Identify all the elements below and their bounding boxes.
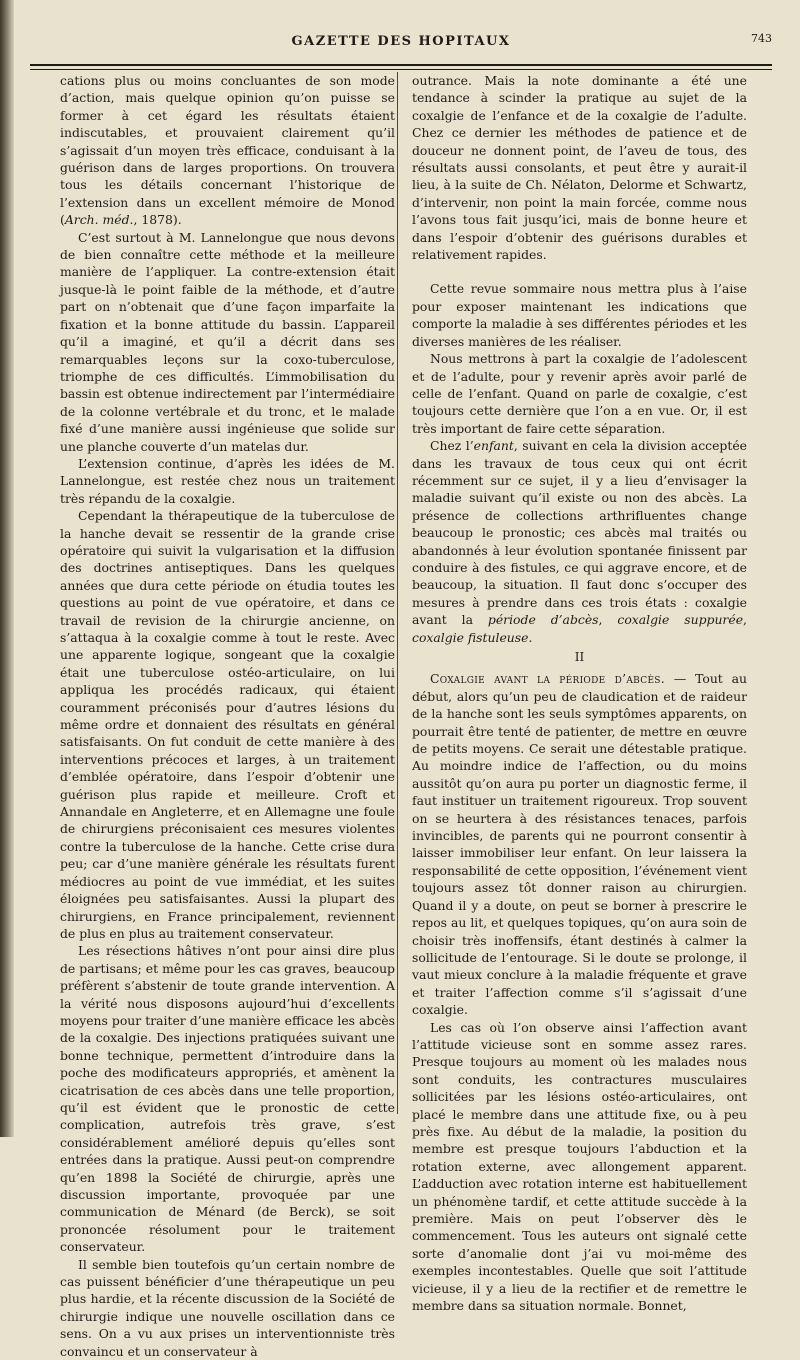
paragraph-text: , 1878). xyxy=(133,212,182,228)
paragraph-text: cations plus ou moins concluantes de son mode d’action, mais quelque opinion qu’on puisse se former à cet égard les résultats étaient indiscutables, et prouvaient clairement qu’il s’agissait d’un moyen très efficace, conduisant à la guérison dans de larges proportions. On trouvera tous les détails concernant l’historique de l’extension dans un excellent mémoire de Monod ( xyxy=(60,73,395,228)
paragraph: Cette revue sommaire nous mettra plus à l’aise pour exposer maintenant les indications que comporte la maladie à ses différentes périodes et les diverses manières de les réaliser. xyxy=(412,281,747,349)
paragraph: Les résections hâtives n’ont pour ainsi dire plus de partisans; et même pour les cas graves, beaucoup préfèrent s’abstenir de toute grande intervention. A la vérité nous disposons aujourd’hui d’excellents moyens pour traiter d’une manière efficace les abcès de la coxalgie. Des injections pratiquées suivant une bonne technique, permettent d’introduire dans la poche des modificateurs appropriés, et amènent la cicatrisation de ces abcès dans une telle proportion, qu’il est évident que le pronostic de cette complication, autrefois très grave, s’est considérablement amélioré depuis qu’elles sont entrées dans la pratique. Aussi peut-on comprendre qu’en 1898 la Société de chirurgie, après une discussion importante, provoquée par une communication de Ménard (de Berck), se soit prononcée résolument pour le traitement conservateur. xyxy=(60,943,395,1255)
paragraph-text: , xyxy=(743,612,747,628)
paragraph: C’est surtout à M. Lannelongue que nous devons de bien connaître cette méthode et la meilleure manière de l’appliquer. La contre-extension était jusque-là le point faible de la méthode, et d’autre part on n’obtenait que d’une façon imparfaite la fixation et la bonne attitude du bassin. L’appareil qu’il a imaginé, et qu’il a décrit dans ses remarquables leçons sur la coxo-tuberculose, triomphe de ces difficultés. L’immobilisation du bassin est obtenue indirectement par l’intermédiaire de la colonne vertébrale et du tronc, et le malade fixé d’une manière aussi ingénieuse que solide sur une planche couverte d’un matelas dur. xyxy=(60,229,395,454)
paragraph: Nous mettrons à part la coxalgie de l’adolescent et de l’adulte, pour y revenir après avoir parlé de celle de l’enfant. Quand on parle de coxalgie, c’est toujours cette dernière que l’on a en vue. Or, il est très important de faire cette séparation. xyxy=(412,351,747,436)
page-number: 743 xyxy=(751,32,772,45)
right-column xyxy=(412,72,747,1314)
paragraph: Il semble bien toutefois qu’un certain nombre de cas puissent bénéficier d’une thérapeutique un peu plus hardie, et la récente discussion de la Société de chirurgie indique une nouvelle oscillation dans ce sens. On a vu aux prises un interventionniste très convaincu et un conservateur à xyxy=(60,1256,395,1359)
citation: Arch. méd. xyxy=(64,212,134,228)
emphasis: période d’abcès xyxy=(487,612,599,628)
section-numeral: II xyxy=(574,650,585,664)
emphasis: coxalgie fistuleuse xyxy=(412,629,529,645)
paragraph: Les cas où l’on observe ainsi l’affection avant l’attitude vicieuse sont en somme assez rares. Presque toujours au moment où les malades nous sont conduits, les contractures musculaires sollicitées par les lésions ostéo-articulaires, ont placé le membre dans une attitude fixe, ou à peu près fixe. Au début de la maladie, la position du membre est presque toujours l’abduction et la rotation externe, avec allongement apparent. L’adduction avec rotation interne est habituellement un phénomène tardif, et cette attitude succède à la première. Mais on peut l’observer dès le commencement. Tous les auteurs ont signalé cette sorte d’anomalie dont j’ai vu moi-même des exemples incontestables. Quelle que soit l’attitude vicieuse, il y a lieu de la rectifier et de remettre le membre dans sa situation normale. Bonnet, xyxy=(412,1019,747,1314)
paragraph xyxy=(412,437,747,646)
section-heading: Coxalgie avant la période d’abcès. xyxy=(430,671,666,687)
paragraph-text: . xyxy=(528,629,533,645)
paragraph-text: , suivant en cela la division acceptée dans les travaux de tous ceux qui ont écrit récemment sur ce sujet, il y a lieu d’envisager la maladie suivant qu’il existe ou non des abcès. La présence de collections arthrifluentes change beaucoup le pronostic; ces abcès mal traités ou abandonnés à leur évolution spontanée finissent par conduire à des fistules, ce qui aggrave encore, et de beaucoup, la situation. Il faut donc s’occuper des mesures à prendre dans ces trois états : coxalgie avant la xyxy=(412,438,747,628)
emphasis: coxalgie suppurée xyxy=(617,612,744,628)
header-rule-thin xyxy=(30,69,772,70)
emphasis: enfant xyxy=(473,438,514,454)
column-divider xyxy=(397,72,398,1114)
paragraph-text: , xyxy=(598,612,618,628)
left-column xyxy=(60,72,395,1360)
paragraph: L’extension continue, d’après les idées de M. Lannelongue, est restée chez nous un traitement très répandu de la coxalgie. xyxy=(60,455,395,506)
paragraph: Cependant la thérapeutique de la tuberculose de la hanche devait se ressentir de la grande crise opératoire qui suivit la vulgarisation et la diffusion des doctrines antiseptiques. Dans les quelques années que dura cette période on étudia toutes les questions au point de vue opératoire, et dans ce travail de revision de la chirurgie ancienne, on s’attaqua à la coxalgie comme à tout le reste. Avec une apparente logique, songeant que la coxalgie était une tuberculose ostéo-articulaire, on lui appliqua les procédés radicaux, qui étaient couramment préconisés pour d’autres lésions du même ordre et donnaient des résultats en général satisfaisants. On fut conduit de cette manière à des interventions précoces et larges, à un traitement d’emblée opératoire, dans l’espoir d’obtenir une guérison plus rapide et meilleure. Croft et Annandale en Angleterre, et en Allemagne une foule de chirurgiens préconisaient ces mesures violentes contre la tuberculose de la hanche. Cette crise dura peu; car d’une manière générale les résultats furent médiocres au point de vue immédiat, et les suites éloignées peu satisfaisantes. Aussi la plupart des chirurgiens, en France principalement, reviennent de plus en plus au traitement conservateur. xyxy=(60,508,395,941)
page-header xyxy=(30,30,772,58)
paragraph xyxy=(60,72,395,229)
header-rule-thick xyxy=(30,64,772,66)
paragraph: outrance. Mais la note dominante a été une tendance à scinder la pratique au sujet de la coxalgie de l’enfance et de la coxalgie de l’adulte. Chez ce dernier les méthodes de patience et de douceur ne donnent point, de l’aveu de tous, des résultats aussi consolants, et peut être y aurait-il lieu, à la suite de Ch. Nélaton, Delorme et Schwartz, d’intervenir, non point la main forcée, comme nous l’avons tous fait jusqu’ici, mais de bonne heure et dans l’espoir d’obtenir des guérisons durables et relativement rapides. xyxy=(412,73,747,263)
paragraph-text: Chez l’ xyxy=(430,438,474,454)
journal-title: GAZETTE DES HOPITAUX xyxy=(291,34,511,49)
paragraph-text: — Tout au début, alors qu’un peu de claudication et de raideur de la hanche sont les seuls symptômes apparents, on pourrait être tenté de patienter, de mettre en œuvre de petits moyens. Ce serait une détestable pratique. Au moindre indice de l’affection, ou du moins aussitôt qu’on aura pu porter un diagnostic ferme, il faut instituer un traitement rigoureux. Trop souvent on se heurtera à des résistances tenaces, parfois invincibles, de parents qui ne pourront consentir à laisser immobiliser leur enfant. On leur laissera la responsabilité de cette opposition, l’événement vient toujours assez tôt donner raison au chirurgien. Quand il y a doute, on peut se borner à prescrire le repos au lit, et quelques topiques, qu’on aura soin de choisir très inoffensifs, étant destinés à calmer la sollicitude de l’entourage. Si le doute se prolonge, il vaut mieux conclure à la maladie fréquente et grave et traiter l’affection comme s’il s’agissait d’une coxalgie. xyxy=(412,671,747,1018)
paragraph xyxy=(412,670,747,1018)
binding-edge xyxy=(0,0,14,1137)
